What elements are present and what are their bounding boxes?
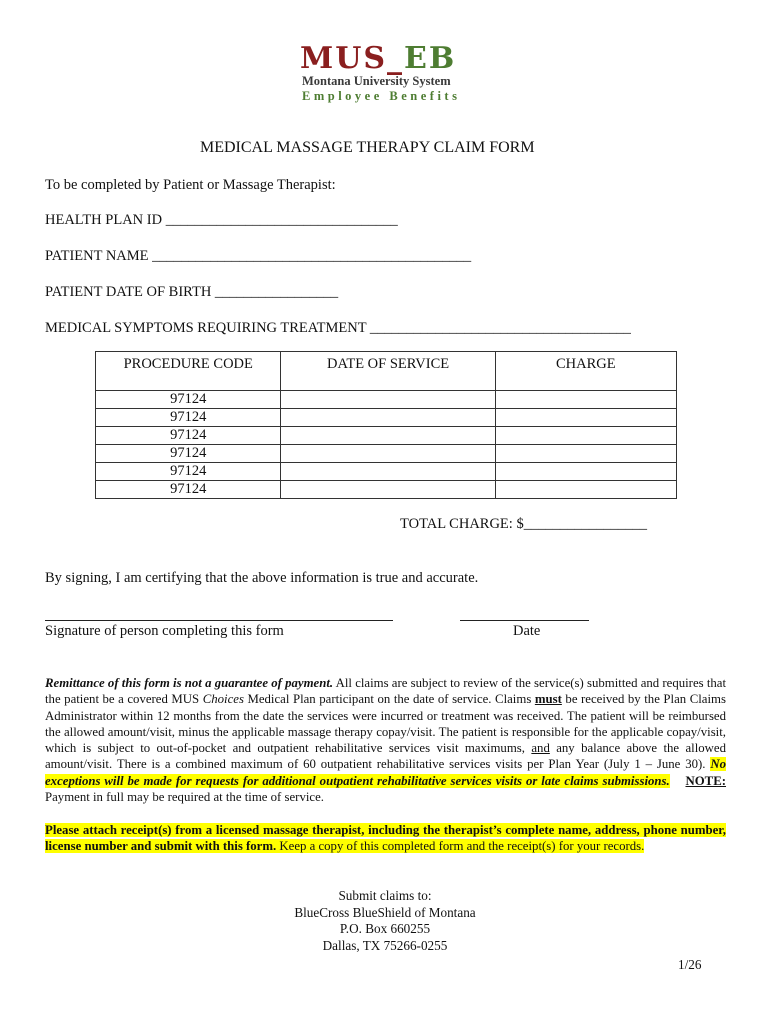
mus-eb-logo: [300, 41, 480, 106]
intro-text: To be completed by Patient or Massage Therapist:: [45, 177, 336, 193]
remittance-body4: any balance above the allowed amount/visit. There is a combined maximum of 60 outpatient rehabilitative services visits per Plan Year (July 1 – June 30).: [45, 741, 726, 772]
header-date-of-service: DATE OF SERVICE: [281, 352, 495, 391]
certify-statement: By signing, I am certifying that the above information is true and accurate.: [45, 570, 479, 586]
date-of-service-cell[interactable]: [281, 409, 495, 427]
note-body: Payment in full may be required at the time of service.: [45, 790, 324, 805]
procedure-table: [95, 351, 677, 499]
patient-dob-field[interactable]: PATIENT DATE OF BIRTH _________________: [45, 284, 339, 300]
logo-separator: _: [387, 41, 405, 76]
submit-address: [200, 888, 570, 954]
charge-cell[interactable]: [495, 409, 676, 427]
submit-line4: Dallas, TX 75266-0255: [322, 937, 448, 953]
table-header-row: [96, 352, 677, 391]
header-procedure-code: PROCEDURE CODE: [96, 352, 281, 391]
remittance-body1: All claims are subject to review of the service(s) submitted and requires that the patient be a covered MUS: [45, 676, 727, 707]
table-row: [96, 445, 677, 463]
procedure-code-cell: 97124: [96, 391, 281, 409]
must-word: must: [534, 692, 562, 707]
logo-eb: EB: [404, 41, 457, 76]
date-of-service-cell[interactable]: [281, 391, 495, 409]
header-charge: CHARGE: [495, 352, 676, 391]
procedure-code-cell: 97124: [96, 409, 281, 427]
patient-name-field[interactable]: PATIENT NAME ____________________________________________: [45, 248, 472, 264]
charge-cell[interactable]: [495, 445, 676, 463]
table-row: [96, 391, 677, 409]
date-label: Date: [513, 623, 541, 639]
logo-line2: Employee Benefits: [302, 89, 461, 103]
date-of-service-cell[interactable]: [281, 481, 495, 499]
charge-cell[interactable]: [495, 391, 676, 409]
date-line[interactable]: [460, 620, 589, 621]
and-word: and: [531, 741, 550, 756]
date-of-service-cell[interactable]: [281, 445, 495, 463]
charge-cell[interactable]: [495, 463, 676, 481]
signature-label: Signature of person completing this form: [45, 623, 284, 639]
charge-cell[interactable]: [495, 481, 676, 499]
date-of-service-cell[interactable]: [281, 463, 495, 481]
procedure-code-cell: 97124: [96, 463, 281, 481]
no-exceptions-highlight: No exceptions will be made for requests for additional outpatient rehabilitative services visits or late claims submissions.: [45, 757, 726, 788]
table-row: [96, 481, 677, 499]
submit-line3: P.O. Box 660255: [339, 921, 431, 937]
attach-bold: Please attach receipt(s) from a licensed massage therapist, including the therapist’s complete name, address, phone number, license number and submit with this form.: [45, 823, 726, 854]
procedure-code-cell: 97124: [96, 481, 281, 499]
charge-cell[interactable]: [495, 427, 676, 445]
logo-line1: Montana University System: [302, 74, 451, 88]
logo-wordmark: [300, 41, 480, 76]
logo-mus: MUS: [300, 41, 388, 76]
attach-paragraph: [45, 822, 726, 855]
choices-word: Choices: [202, 692, 244, 707]
note-label: NOTE:: [685, 773, 727, 788]
signature-line[interactable]: [45, 620, 393, 621]
symptoms-field[interactable]: MEDICAL SYMPTOMS REQUIRING TREATMENT ____________________________________: [45, 320, 631, 336]
submit-line2: BlueCross BlueShield of Montana: [294, 904, 476, 920]
page-number: 1/26: [678, 957, 702, 972]
remittance-body3: be received by the Plan Claims Administrator within 12 months from the date the services were incurred or treatment was received. The patient will be reimbursed the allowed amount/visit, minus the applicable massage therapy copay/visit. The patient is responsible for the applicable copay/visit, which is subject to out-of-pocket and outpatient rehabilitative services visit maximums,: [45, 692, 726, 756]
table-row: [96, 409, 677, 427]
table-row: [96, 427, 677, 445]
total-charge-field[interactable]: TOTAL CHARGE: $_________________: [400, 516, 647, 532]
procedure-code-cell: 97124: [96, 445, 281, 463]
date-of-service-cell[interactable]: [281, 427, 495, 445]
health-plan-id-field[interactable]: HEALTH PLAN ID ________________________________: [45, 212, 398, 228]
remittance-body2: Medical Plan participant on the date of service. Claims: [243, 692, 535, 707]
attach-rest: Keep a copy of this completed form and the receipt(s) for your records.: [276, 839, 645, 854]
remittance-lead: Remittance of this form is not a guarantee of payment.: [45, 676, 334, 690]
submit-line1: Submit claims to:: [338, 888, 432, 903]
procedure-code-cell: 97124: [96, 427, 281, 445]
remittance-paragraph: [45, 675, 726, 805]
form-title: MEDICAL MASSAGE THERAPY CLAIM FORM: [200, 139, 535, 156]
table-row: [96, 463, 677, 481]
